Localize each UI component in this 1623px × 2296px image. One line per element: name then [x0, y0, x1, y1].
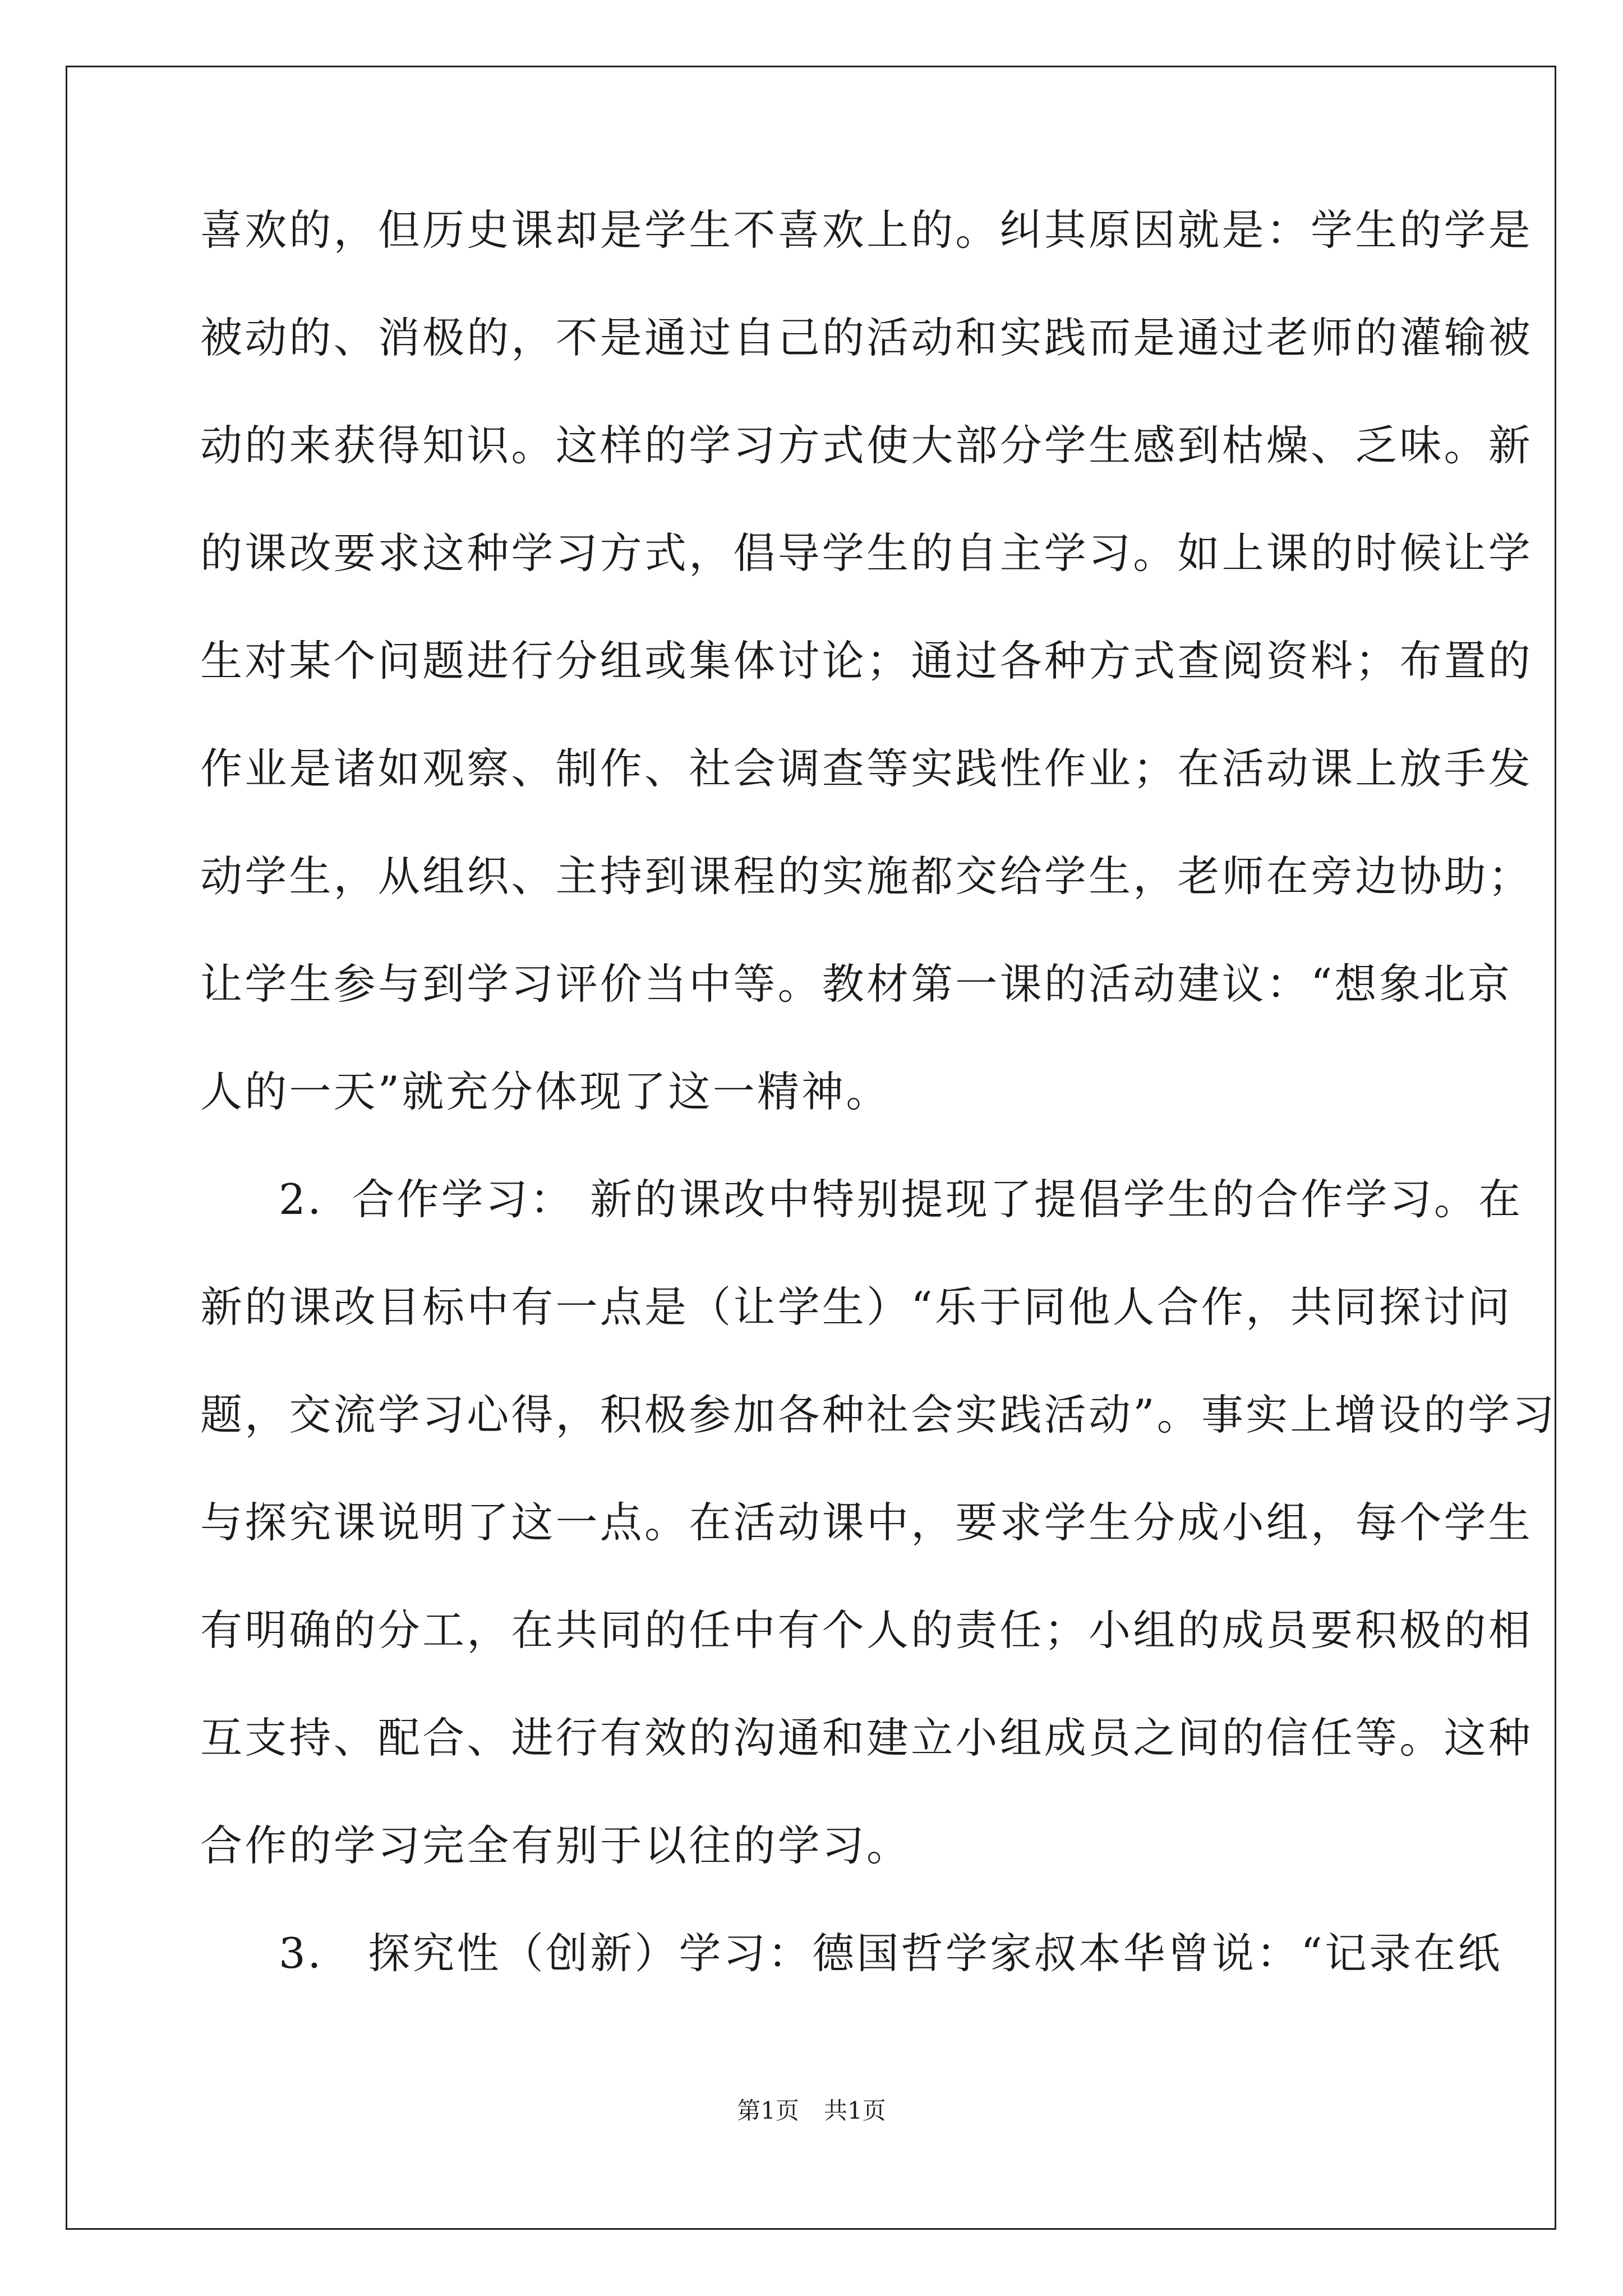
text-line: 人的一天”就充分体现了这一精神。	[200, 1067, 891, 1116]
section-2-heading-line: 2．合作学习： 新的课改中特别提现了提倡学生的合作学习。在	[279, 1175, 1523, 1224]
page-footer	[0, 2099, 1623, 2123]
page-total: 共1页	[824, 2097, 886, 2124]
page-number: 第1页	[737, 2097, 799, 2124]
text-line: 的课改要求这种学习方式，倡导学生的自主学习。如上课的时候让学	[200, 528, 1533, 578]
body-text	[200, 205, 1557, 2040]
text-line: 动的来获得知识。这样的学习方式使大部分学生感到枯燥、乏味。新	[200, 421, 1533, 470]
text-line: 被动的、消极的，不是通过自己的活动和实践而是通过老师的灌输被	[200, 313, 1533, 362]
text-line: 新的课改目标中有一点是（让学生）“乐于同他人合作，共同探讨问	[200, 1282, 1513, 1332]
text-line: 与探究课说明了这一点。在活动课中，要求学生分成小组，每个学生	[200, 1498, 1533, 1547]
text-line: 互支持、配合、进行有效的沟通和建立小组成员之间的信任等。这种	[200, 1713, 1533, 1763]
text-line: 动学生，从组织、主持到课程的实施都交给学生，老师在旁边协助；	[200, 852, 1533, 901]
text-line: 喜欢的，但历史课却是学生不喜欢上的。纠其原因就是：学生的学是	[200, 205, 1533, 255]
text-line: 题，交流学习心得，积极参加各种社会实践活动”。事实上增设的学习	[200, 1390, 1557, 1439]
text-line: 生对某个问题进行分组或集体讨论；通过各种方式查阅资料；布置的	[200, 636, 1533, 685]
text-line: 作业是诸如观察、制作、社会调查等实践性作业；在活动课上放手发	[200, 744, 1533, 793]
section-3-heading-line: 3． 探究性（创新）学习：德国哲学家叔本华曾说：“记录在纸	[279, 1929, 1502, 1978]
text-line: 让学生参与到学习评价当中等。教材第一课的活动建议：“想象北京	[200, 959, 1513, 1009]
text-line: 有明确的分工，在共同的任中有个人的责任；小组的成员要积极的相	[200, 1605, 1533, 1655]
text-line: 合作的学习完全有别于以往的学习。	[200, 1821, 911, 1870]
